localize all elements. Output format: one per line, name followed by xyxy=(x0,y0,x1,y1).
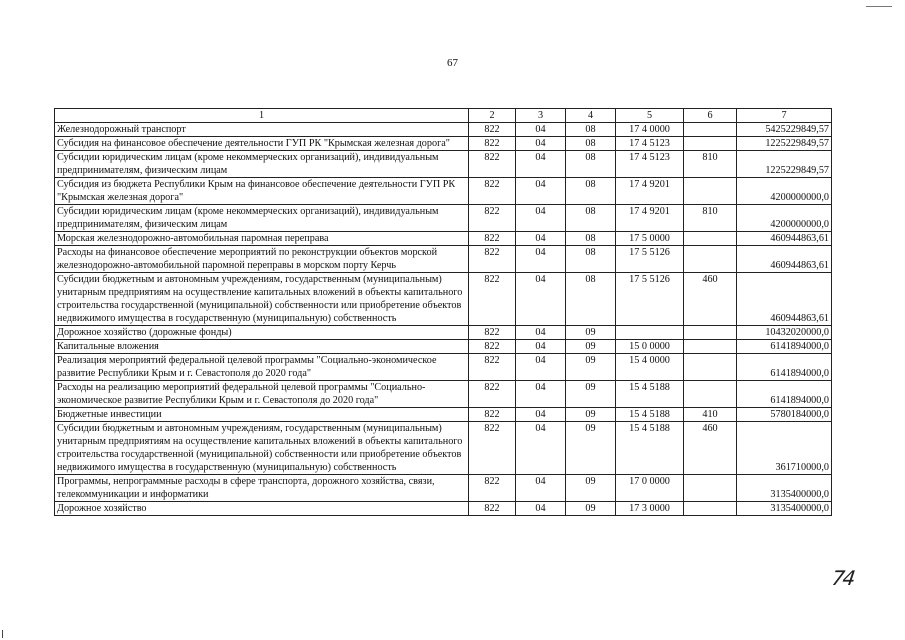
expense-type-cell xyxy=(684,326,737,340)
table-row xyxy=(55,273,832,326)
subsection-cell: 09 xyxy=(566,422,616,475)
code-cell: 822 xyxy=(469,326,516,340)
item-name-cell: Расходы на реализацию мероприятий федеральной целевой программы "Социально-экономическое развитие Республики Крым и г. Севастополя до 2020 года" xyxy=(55,381,469,408)
column-header: 3 xyxy=(516,109,566,123)
target-article-cell: 17 4 9201 xyxy=(616,178,684,205)
target-article-cell: 17 4 5123 xyxy=(616,137,684,151)
column-header: 5 xyxy=(616,109,684,123)
subsection-cell: 08 xyxy=(566,123,616,137)
code-cell: 822 xyxy=(469,232,516,246)
table-row xyxy=(55,354,832,381)
section-cell: 04 xyxy=(516,246,566,273)
subsection-cell: 08 xyxy=(566,137,616,151)
page-number: 67 xyxy=(447,57,458,69)
table-row xyxy=(55,381,832,408)
expense-type-cell xyxy=(684,502,737,516)
subsection-cell: 08 xyxy=(566,205,616,232)
amount-cell: 4200000000,0 xyxy=(737,205,832,232)
item-name-cell: Расходы на финансовое обеспечение мероприятий по реконструкции объектов морской железнодорожно-автомобильной паромной переправы в морском порту Керчь xyxy=(55,246,469,273)
target-article-cell: 17 4 5123 xyxy=(616,151,684,178)
target-article-cell: 17 5 5126 xyxy=(616,273,684,326)
amount-cell: 5780184000,0 xyxy=(737,408,832,422)
target-article-cell: 15 4 5188 xyxy=(616,422,684,475)
section-cell: 04 xyxy=(516,326,566,340)
section-cell: 04 xyxy=(516,137,566,151)
code-cell: 822 xyxy=(469,246,516,273)
subsection-cell: 08 xyxy=(566,246,616,273)
table-row xyxy=(55,232,832,246)
column-header: 4 xyxy=(566,109,616,123)
target-article-cell: 15 0 0000 xyxy=(616,340,684,354)
table-row xyxy=(55,137,832,151)
amount-cell: 5425229849,57 xyxy=(737,123,832,137)
expense-type-cell xyxy=(684,123,737,137)
target-article-cell: 17 5 5126 xyxy=(616,246,684,273)
column-header: 6 xyxy=(684,109,737,123)
item-name-cell: Дорожное хозяйство xyxy=(55,502,469,516)
code-cell: 822 xyxy=(469,422,516,475)
subsection-cell: 09 xyxy=(566,381,616,408)
section-cell: 04 xyxy=(516,475,566,502)
item-name-cell: Субсидии юридическим лицам (кроме некоммерческих организаций), индивидуальным предпринимателям, физическим лицам xyxy=(55,205,469,232)
item-name-cell: Субсидии бюджетным и автономным учреждениям, государственным (муниципальным) унитарным предприятиям на осуществление капитальных вложений в объекты капитального строительства государственной (муниципальной) собственности или приобретение объектов недвижимого имущества в государственную (муниципальную) собственность xyxy=(55,422,469,475)
table-row xyxy=(55,340,832,354)
table-row xyxy=(55,123,832,137)
table-row xyxy=(55,326,832,340)
code-cell: 822 xyxy=(469,408,516,422)
item-name-cell: Реализация мероприятий федеральной целевой программы "Социально-экономическое развитие Республики Крым и г. Севастополя до 2020 года" xyxy=(55,354,469,381)
budget-table xyxy=(54,108,832,516)
code-cell: 822 xyxy=(469,273,516,326)
amount-cell: 10432020000,0 xyxy=(737,326,832,340)
item-name-cell: Субсидии юридическим лицам (кроме некоммерческих организаций), индивидуальным предпринимателям, физическим лицам xyxy=(55,151,469,178)
target-article-cell: 17 3 0000 xyxy=(616,502,684,516)
item-name-cell: Субсидия на финансовое обеспечение деятельности ГУП РК "Крымская железная дорога" xyxy=(55,137,469,151)
item-name-cell: Бюджетные инвестиции xyxy=(55,408,469,422)
amount-cell: 460944863,61 xyxy=(737,273,832,326)
target-article-cell: 17 0 0000 xyxy=(616,475,684,502)
code-cell: 822 xyxy=(469,502,516,516)
margin-tick xyxy=(2,630,3,638)
item-name-cell: Программы, непрограммные расходы в сфере транспорта, дорожного хозяйства, связи, телекоммуникации и информатики xyxy=(55,475,469,502)
subsection-cell: 09 xyxy=(566,475,616,502)
table-row xyxy=(55,205,832,232)
expense-type-cell xyxy=(684,354,737,381)
amount-cell: 3135400000,0 xyxy=(737,475,832,502)
expense-type-cell: 460 xyxy=(684,422,737,475)
expense-type-cell: 410 xyxy=(684,408,737,422)
code-cell: 822 xyxy=(469,354,516,381)
section-cell: 04 xyxy=(516,408,566,422)
section-cell: 04 xyxy=(516,340,566,354)
section-cell: 04 xyxy=(516,422,566,475)
column-header: 2 xyxy=(469,109,516,123)
amount-cell: 1225229849,57 xyxy=(737,137,832,151)
table-row xyxy=(55,178,832,205)
amount-cell: 6141894000,0 xyxy=(737,354,832,381)
subsection-cell: 09 xyxy=(566,326,616,340)
table-body xyxy=(55,109,832,516)
section-cell: 04 xyxy=(516,232,566,246)
subsection-cell: 09 xyxy=(566,408,616,422)
code-cell: 822 xyxy=(469,123,516,137)
expense-type-cell xyxy=(684,178,737,205)
subsection-cell: 08 xyxy=(566,273,616,326)
expense-type-cell xyxy=(684,232,737,246)
target-article-cell: 15 4 5188 xyxy=(616,381,684,408)
amount-cell: 6141894000,0 xyxy=(737,340,832,354)
section-cell: 04 xyxy=(516,123,566,137)
column-header: 7 xyxy=(737,109,832,123)
amount-cell: 1225229849,57 xyxy=(737,151,832,178)
section-cell: 04 xyxy=(516,273,566,326)
amount-cell: 460944863,61 xyxy=(737,232,832,246)
table-row xyxy=(55,246,832,273)
code-cell: 822 xyxy=(469,475,516,502)
amount-cell: 6141894000,0 xyxy=(737,381,832,408)
expense-type-cell xyxy=(684,246,737,273)
amount-cell: 361710000,0 xyxy=(737,422,832,475)
item-name-cell: Капитальные вложения xyxy=(55,340,469,354)
subsection-cell: 09 xyxy=(566,502,616,516)
table-header-row xyxy=(55,109,832,123)
item-name-cell: Субсидии бюджетным и автономным учреждениям, государственным (муниципальным) унитарным предприятиям на осуществление капитальных вложений в объекты капитального строительства государственной (муниципальной) собственности или приобретение объектов недвижимого имущества в государственную (муниципальную) собственность xyxy=(55,273,469,326)
amount-cell: 4200000000,0 xyxy=(737,178,832,205)
section-cell: 04 xyxy=(516,502,566,516)
item-name-cell: Дорожное хозяйство (дорожные фонды) xyxy=(55,326,469,340)
corner-rule xyxy=(866,6,892,7)
code-cell: 822 xyxy=(469,381,516,408)
target-article-cell: 15 4 0000 xyxy=(616,354,684,381)
section-cell: 04 xyxy=(516,381,566,408)
expense-type-cell xyxy=(684,137,737,151)
table-row xyxy=(55,151,832,178)
item-name-cell: Субсидия из бюджета Республики Крым на финансовое обеспечение деятельности ГУП РК "Крымская железная дорога" xyxy=(55,178,469,205)
target-article-cell: 17 4 0000 xyxy=(616,123,684,137)
expense-type-cell: 810 xyxy=(684,205,737,232)
subsection-cell: 08 xyxy=(566,232,616,246)
code-cell: 822 xyxy=(469,340,516,354)
code-cell: 822 xyxy=(469,205,516,232)
target-article-cell xyxy=(616,326,684,340)
item-name-cell: Морская железнодорожно-автомобильная паромная переправа xyxy=(55,232,469,246)
expense-type-cell: 810 xyxy=(684,151,737,178)
target-article-cell: 15 4 5188 xyxy=(616,408,684,422)
target-article-cell: 17 4 9201 xyxy=(616,205,684,232)
subsection-cell: 09 xyxy=(566,354,616,381)
table-row xyxy=(55,422,832,475)
expense-type-cell xyxy=(684,381,737,408)
subsection-cell: 09 xyxy=(566,340,616,354)
expense-type-cell xyxy=(684,340,737,354)
table-row xyxy=(55,408,832,422)
code-cell: 822 xyxy=(469,137,516,151)
section-cell: 04 xyxy=(516,354,566,381)
target-article-cell: 17 5 0000 xyxy=(616,232,684,246)
table-row xyxy=(55,502,832,516)
section-cell: 04 xyxy=(516,205,566,232)
handwritten-page-mark: 74 xyxy=(830,566,856,590)
section-cell: 04 xyxy=(516,151,566,178)
section-cell: 04 xyxy=(516,178,566,205)
code-cell: 822 xyxy=(469,151,516,178)
item-name-cell: Железнодорожный транспорт xyxy=(55,123,469,137)
subsection-cell: 08 xyxy=(566,151,616,178)
code-cell: 822 xyxy=(469,178,516,205)
subsection-cell: 08 xyxy=(566,178,616,205)
column-header: 1 xyxy=(55,109,469,123)
table-row xyxy=(55,475,832,502)
expense-type-cell: 460 xyxy=(684,273,737,326)
expense-type-cell xyxy=(684,475,737,502)
amount-cell: 460944863,61 xyxy=(737,246,832,273)
amount-cell: 3135400000,0 xyxy=(737,502,832,516)
